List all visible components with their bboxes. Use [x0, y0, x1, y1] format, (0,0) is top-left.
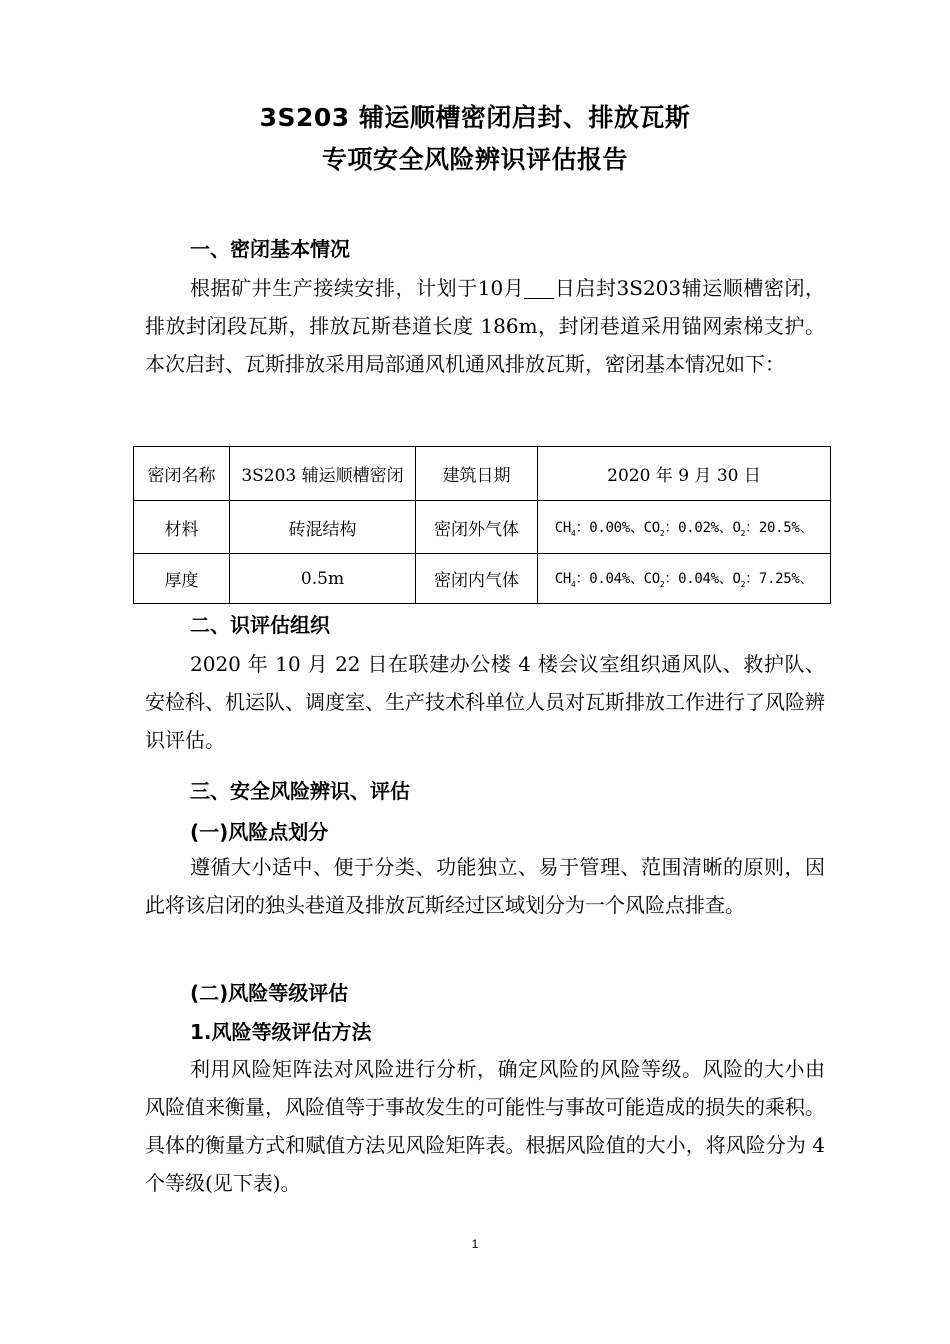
section3-heading: 三、安全风险辨识、评估 — [190, 779, 410, 803]
document-title-line1: 3S203 辅运顺槽密闭启封、排放瓦斯 — [259, 103, 691, 132]
section1-heading: 一、密闭基本情况 — [190, 237, 350, 261]
co2-label: CO — [643, 571, 660, 588]
date-blank — [524, 276, 554, 299]
ch4-outside-value: 0.00% — [589, 519, 630, 536]
separator: ： — [745, 519, 759, 536]
subsection3-paragraph: 利用风险矩阵法对风险进行分析，确定风险的风险等级。风险的大小由风险值来衡量，风险值等于事故发生的可能性与事故可能造成的损失的乘积。具体的衡量方式和赋值方法见风险矩阵表。根据风险值的大小，将风险分为 4 个等级(见下表)。 — [145, 1057, 825, 1195]
o2-inside-value: 7.25% — [758, 571, 800, 588]
table-cell: 2020 年 9 月 30 日 — [538, 447, 831, 501]
subsection3-heading: 1.风险等级评估方法 — [190, 1020, 372, 1044]
table-cell: 砖混结构 — [230, 501, 416, 554]
separator: ： — [745, 571, 759, 588]
section2-heading: 二、识评估组织 — [190, 613, 330, 637]
o2-subscript: 2 — [740, 579, 746, 589]
co2-subscript: 2 — [659, 579, 665, 589]
table-row — [134, 501, 831, 554]
table-cell: 密闭内气体 — [416, 554, 538, 604]
section1-paragraph-part-b: 日启封3S203辅运顺槽密闭，排放封闭段瓦斯，排放瓦斯巷道长度 186m，封闭巷道采用锚网索梯支护。本次启封、瓦斯排放采用局部通风机通风排放瓦斯，密闭基本情况如下： — [145, 276, 825, 376]
page-number: 1 — [471, 1237, 479, 1251]
co2-subscript: 2 — [659, 528, 665, 538]
comma: 、 — [629, 519, 644, 536]
table-cell: 建筑日期 — [416, 447, 538, 501]
section1-paragraph-part-a: 根据矿井生产接续安排，计划于10月 — [190, 276, 525, 300]
section1-paragraph — [145, 269, 825, 383]
separator: ： — [664, 571, 679, 588]
table-cell: 厚度 — [134, 554, 230, 604]
table-row — [134, 447, 831, 501]
co2-outside-value: 0.02% — [678, 519, 719, 536]
co2-label: CO — [643, 519, 660, 536]
ch4-label: CH — [554, 571, 572, 588]
o2-label: O — [732, 571, 741, 588]
comma: 、 — [718, 571, 733, 588]
seal-info-table — [133, 446, 831, 604]
o2-outside-value: 20.5% — [758, 519, 800, 536]
ch4-subscript: 4 — [571, 579, 576, 589]
document-title-line2: 专项安全风险辨识评估报告 — [321, 145, 628, 174]
table-cell: 材料 — [134, 501, 230, 554]
ch4-label: CH — [554, 519, 572, 536]
comma: 、 — [799, 519, 814, 536]
subsection1-heading: (一)风险点划分 — [190, 820, 329, 844]
gas-inside-cell — [538, 554, 831, 604]
table-row — [134, 554, 831, 604]
separator: ： — [575, 571, 590, 588]
table-cell: 0.5m — [230, 554, 416, 604]
table-cell: 3S203 辅运顺槽密闭 — [230, 447, 416, 501]
gas-outside-cell — [538, 501, 831, 554]
comma: 、 — [718, 519, 733, 536]
section2-paragraph: 2020 年 10 月 22 日在联建办公楼 4 楼会议室组织通风队、救护队、安检科、机运队、调度室、生产技术科单位人员对瓦斯排放工作进行了风险辨识评估。 — [145, 652, 825, 752]
table-cell: 密闭名称 — [134, 447, 230, 501]
comma: 、 — [629, 571, 644, 588]
ch4-subscript: 4 — [571, 528, 576, 538]
table-cell: 密闭外气体 — [416, 501, 538, 554]
comma: 、 — [799, 571, 814, 588]
separator: ： — [664, 519, 679, 536]
separator: ： — [575, 519, 590, 536]
ch4-inside-value: 0.04% — [589, 571, 630, 588]
subsection1-paragraph: 遵循大小适中、便于分类、功能独立、易于管理、范围清晰的原则，因此将该启闭的独头巷道及排放瓦斯经过区域划分为一个风险点排查。 — [145, 855, 825, 917]
subsection2-heading: (二)风险等级评估 — [190, 981, 349, 1005]
co2-inside-value: 0.04% — [678, 571, 719, 588]
o2-label: O — [732, 519, 741, 536]
o2-subscript: 2 — [740, 528, 746, 538]
